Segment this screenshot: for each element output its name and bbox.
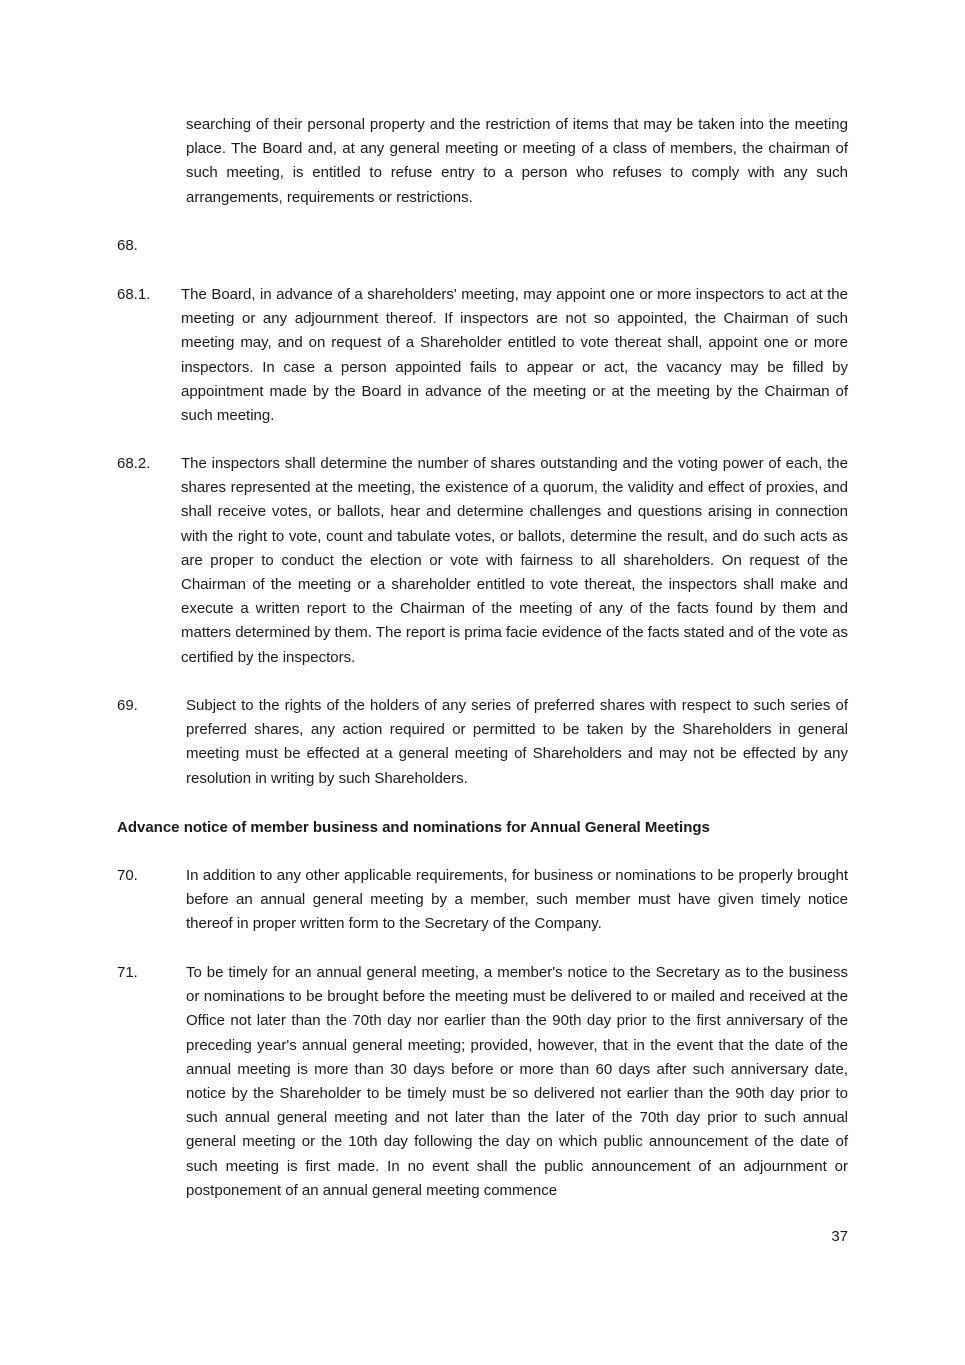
continuation-paragraph: searching of their personal property and the restriction of items that may be taken into the meeting place. The Board and, at any general meeting or meeting of a class of members, the chairman of such meeting, is entitled to refuse entry to a person who refuses to comply with any such arrangements, requirements or restrictions.: [186, 116, 848, 206]
section-70-text: In addition to any other applicable requirements, for business or nominations to be properly brought before an annual general meeting by a member, such member must have given timely notice thereof in proper written form to the Secretary of the Company.: [186, 867, 848, 933]
section-68-1-number: 68.1.: [117, 286, 151, 303]
section-68-2-text: The inspectors shall determine the number of shares outstanding and the voting power of each, the shares represented at the meeting, the existence of a quorum, the validity and effect of proxies, and shall receive votes, or ballots, hear and determine challenges and questions arising in connection with the right to vote, count and tabulate votes, or ballots, determine the result, and do such acts as are proper to conduct the election or vote with fairness to all shareholders. On request of the Chairman of the meeting or a shareholder entitled to vote thereat, the inspectors shall make and execute a written report to the Chairman of the meeting of any of the facts found by them and matters determined by them. The report is prima facie evidence of the facts stated and of the vote as certified by the inspectors.: [181, 455, 848, 666]
section-68-2-number: 68.2.: [117, 455, 151, 472]
section-69-text: Subject to the rights of the holders of any series of preferred shares with respect to such series of preferred shares, any action required or permitted to be taken by the Shareholders in general meeting must be effected at a general meeting of Shareholders and may not be effected by any resolution in writing by such Shareholders.: [186, 697, 848, 787]
section-heading: Advance notice of member business and nominations for Annual General Meetings: [117, 819, 710, 836]
section-69-number: 69.: [117, 697, 138, 714]
section-70-number: 70.: [117, 867, 138, 884]
section-68-number: 68.: [117, 237, 138, 254]
page-number: 37: [831, 1228, 848, 1245]
section-68-1-text: The Board, in advance of a shareholders' meeting, may appoint one or more inspectors to act at the meeting or any adjournment thereof. If inspectors are not so appointed, the Chairman of such meeting may, and on request of a Shareholder entitled to vote thereat shall, appoint one or more inspectors. In case a person appointed fails to appear or act, the vacancy may be filled by appointment made by the Board in advance of the meeting or at the meeting by the Chairman of such meeting.: [181, 286, 848, 425]
section-71-text: To be timely for an annual general meeting, a member's notice to the Secretary as to the business or nominations to be brought before the meeting must be delivered to or mailed and received at the Office not later than the 70th day nor earlier than the 90th day prior to the first anniversary of the preceding year's annual general meeting; provided, however, that in the event that the date of the annual meeting is more than 30 days before or more than 60 days after such anniversary date, notice by the Shareholder to be timely must be so delivered not earlier than the 90th day prior to such annual general meeting and not later than the later of the 70th day prior to such annual general meeting or the 10th day following the day on which public announcement of the date of such meeting is first made. In no event shall the public announcement of an adjournment or postponement of an annual general meeting commence: [186, 964, 848, 1199]
section-71-number: 71.: [117, 964, 138, 981]
